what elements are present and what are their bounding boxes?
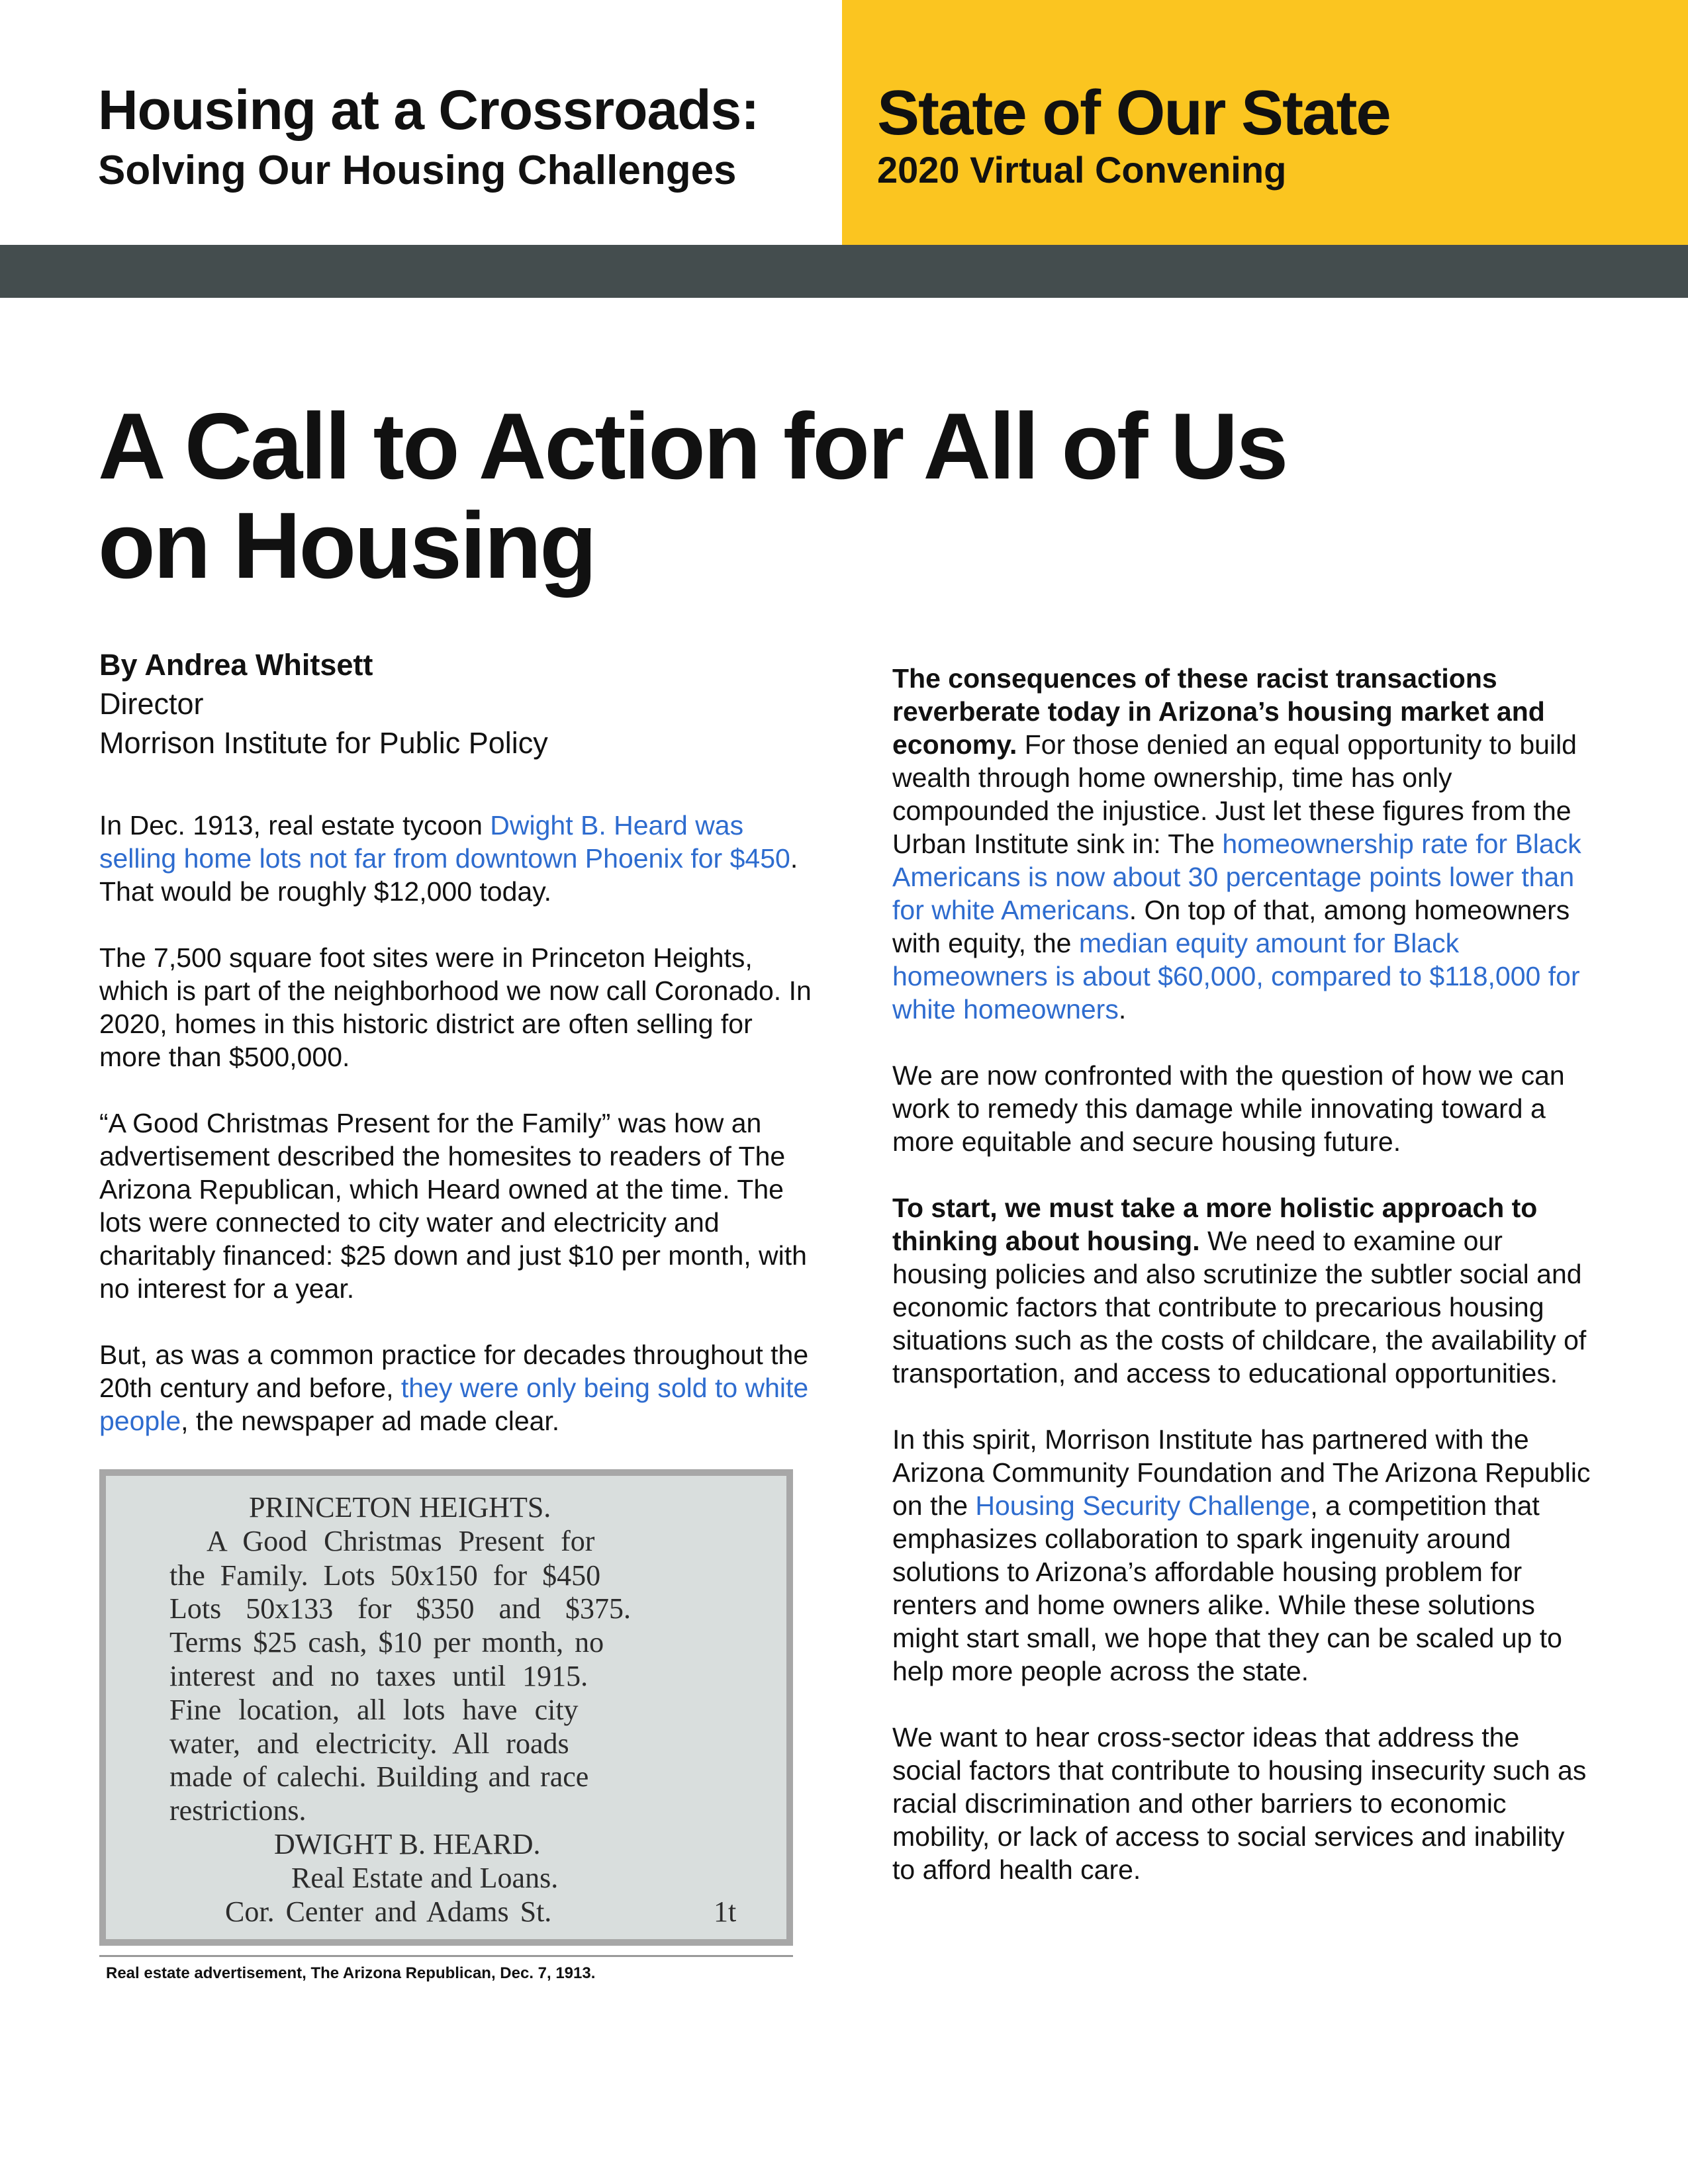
text: We need to examine our housing policies and also scrutinize the subtler social and economic factors that contribute to precarious housing situations such as the costs of childcare, the availability of transportation, and access to educational opportunities. — [892, 1226, 1587, 1388]
caption-rule — [99, 1955, 793, 1957]
text: In Dec. 1913, real estate tycoon — [99, 810, 491, 841]
paragraph: The 7,500 square foot sites were in Princeton Heights, which is part of the neighborhood we now call Coronado. In 2020, homes in this historic district are often selling for more than $500,000. — [99, 942, 812, 1072]
right-column — [892, 662, 1594, 1919]
text: For those denied an equal opportunity to build wealth through home ownership, time has only compounded the injustice. Just let these figures from the Urban Institute sink in: The — [892, 729, 1577, 859]
paragraph — [892, 662, 1594, 1026]
clipping-line: Fine location, all lots have city — [169, 1694, 579, 1726]
text: But, as was a common practice for decades throughout the 20th century and before, — [99, 1340, 809, 1403]
housing-security-challenge-link[interactable]: Housing Security Challenge — [975, 1490, 1311, 1521]
median-equity-link[interactable]: median equity amount for Black homeowners is about $60,000, compared to $118,000 for white homeowners — [892, 928, 1580, 1024]
newspaper-clipping-image — [99, 1469, 793, 1946]
text: , the newspaper ad made clear. — [181, 1406, 560, 1436]
clipping-line: Cor. Center and Adams St. — [225, 1895, 552, 1928]
clipping-line: Terms $25 cash, $10 per month, no — [169, 1626, 604, 1659]
paragraph — [99, 1338, 814, 1437]
headline-line-1: A Call to Action for All of Us — [98, 394, 1287, 499]
headline-line-2: on Housing — [98, 493, 595, 598]
heard-lots-link[interactable]: Dwight B. Heard was selling home lots not far from downtown Phoenix for $450 — [99, 810, 790, 874]
series-title: Housing at a Crossroads: — [98, 79, 759, 141]
clipping-line: Lots 50x133 for $350 and $375. — [169, 1592, 632, 1625]
homeownership-rate-link[interactable]: homeownership rate for Black Americans is now about 30 percentage points lower than for white Americans — [892, 829, 1581, 925]
text: In this spirit, Morrison Institute has partnered with the Arizona Community Foundation and The Arizona Republic on the — [892, 1424, 1591, 1521]
event-title: State of Our State — [877, 77, 1390, 148]
clipping-line: made of calechi. Building and race — [169, 1760, 589, 1793]
clipping-line: DWIGHT B. HEARD. — [274, 1828, 541, 1860]
newspaper-clipping — [106, 1476, 786, 1939]
header-divider-bar — [0, 245, 1688, 298]
clipping-line: PRINCETON HEIGHTS. — [249, 1491, 551, 1524]
author-role: Director — [99, 687, 204, 721]
clipping-line: Real Estate and Loans. — [291, 1862, 559, 1894]
series-subtitle: Solving Our Housing Challenges — [98, 148, 737, 193]
clipping-line: A Good Christmas Present for — [207, 1525, 595, 1557]
clipping-caption: Real estate advertisement, The Arizona Republican, Dec. 7, 1913. — [106, 1964, 596, 1982]
clipping-line: interest and no taxes until 1915. — [169, 1660, 588, 1692]
byline — [99, 645, 801, 762]
clipping-tag: 1t — [714, 1895, 737, 1928]
clipping-line: the Family. Lots 50x150 for $450 — [169, 1559, 601, 1592]
author-organization: Morrison Institute for Public Policy — [99, 726, 548, 760]
paragraph: We want to hear cross-sector ideas that address the social factors that contribute to housing insecurity such as racial discrimination and other barriers to economic mobility, or lack of access to social services and inability to afford health care. — [892, 1722, 1587, 1885]
lead-sentence: To start, we must take a more holistic approach to thinking about housing. — [892, 1193, 1538, 1256]
event-subtitle: 2020 Virtual Convening — [877, 149, 1287, 191]
paragraph — [99, 809, 814, 908]
text: . On top of that, among homeowners with equity, the — [892, 895, 1570, 958]
paragraph: “A Good Christmas Present for the Family” was how an advertisement described the homesites to readers of The Arizona Republican, which Heard owned at the time. The lots were connected to city water and electricity and charitably financed: $25 down and just $10 per month, with no interest for a year. — [99, 1108, 807, 1304]
clipping-line: restrictions. — [169, 1794, 306, 1827]
clipping-line: water, and electricity. All roads — [169, 1727, 569, 1760]
text: . — [1118, 994, 1127, 1024]
paragraph — [892, 1423, 1594, 1688]
text: . That would be roughly $12,000 today. — [99, 843, 798, 907]
text: , a competition that emphasizes collaboration to spark ingenuity around solutions to Arizona’s affordable housing problem for renters and home owners alike. While these solutions might start small, we hope that they can be scaled up to help more people across the state. — [892, 1490, 1562, 1686]
lead-sentence: The consequences of these racist transactions reverberate today in Arizona’s housing market and economy. — [892, 663, 1545, 760]
paragraph — [892, 1191, 1594, 1390]
sold-to-white-people-link[interactable]: they were only being sold to white people — [99, 1373, 809, 1436]
left-column — [99, 809, 814, 1471]
paragraph: We are now confronted with the question of how we can work to remedy this damage while innovating toward a more equitable and secure housing future. — [892, 1060, 1565, 1157]
author-name: By Andrea Whitsett — [99, 648, 373, 682]
article-headline — [98, 394, 1554, 598]
